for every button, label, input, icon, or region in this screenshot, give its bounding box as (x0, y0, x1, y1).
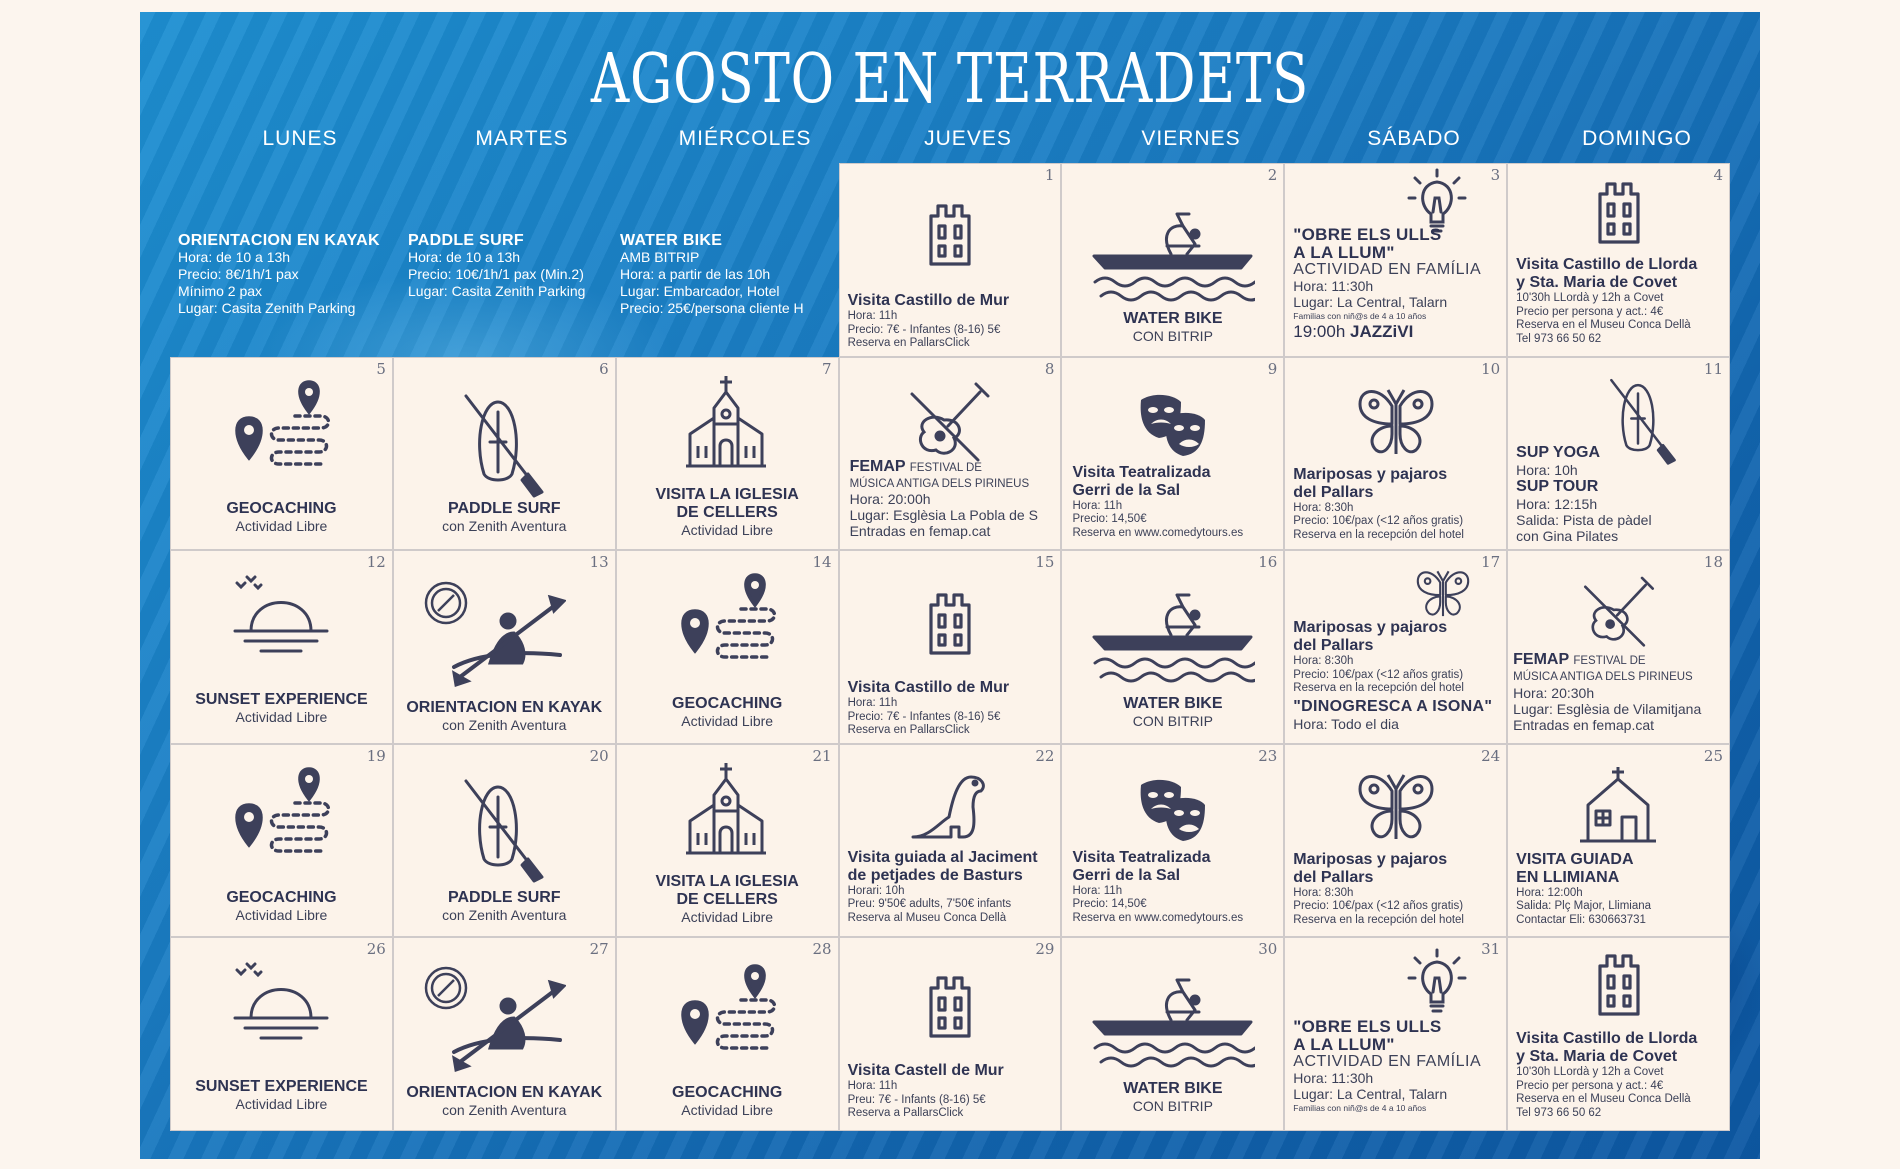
day-header-martes: MARTES (475, 127, 569, 150)
event-line: Reserva al Museu Conca Dellà (847, 911, 1007, 924)
event-line: Contactar Eli: 630663731 (1516, 913, 1646, 926)
event-title: Mariposas y pajaros (1293, 619, 1448, 637)
event-line: Hora: 8:30h (1293, 501, 1354, 514)
event-line: Hora: Todo el dia (1293, 715, 1399, 732)
event-title: PADDLE SURF (447, 888, 561, 906)
event-title: Visita Castell de Mur (847, 1062, 1004, 1080)
day-cell-24[interactable] (1284, 744, 1507, 938)
day-cell-15[interactable] (839, 550, 1062, 744)
event-info (617, 873, 838, 925)
event-title: DE CELLERS (676, 890, 778, 908)
event-title: "OBRE ELS ULLS (1293, 225, 1442, 244)
event-title: GEOCACHING (226, 888, 337, 906)
event-info (394, 1084, 615, 1118)
event-title (850, 458, 1057, 476)
sunset-icon (171, 573, 392, 657)
event-title: WATER BIKE (1123, 1080, 1223, 1098)
event-title: Gerri de la Sal (1072, 866, 1181, 884)
day-cell-21[interactable] (616, 744, 839, 938)
calendar-grid (170, 163, 1730, 1131)
intro-line: Hora: a partir de las 10h (620, 266, 771, 282)
day-cell-10[interactable] (1284, 357, 1507, 551)
chapel-icon (1578, 765, 1658, 845)
event-info (1516, 444, 1725, 544)
intro-title: PADDLE SURF (408, 232, 524, 249)
day-cell-29[interactable] (839, 937, 1062, 1131)
event-info (848, 849, 1057, 926)
day-cell-4[interactable] (1507, 163, 1730, 357)
event-info (1293, 619, 1502, 732)
event-title-bold: FEMAP (849, 457, 906, 475)
event-info (394, 500, 615, 534)
event-line: Hora: 11h (847, 1080, 898, 1093)
violin-icon (1508, 569, 1729, 649)
day-cell-7[interactable] (616, 357, 839, 551)
map-route-icon (171, 378, 392, 474)
event-sub: con Zenith Aventura (442, 906, 567, 923)
day-number: 10 (1481, 359, 1501, 378)
church-icon (617, 374, 838, 470)
intro-line: Lugar: Embarcador, Hotel (620, 283, 780, 299)
event-line: 10'30h LLordà y 12h a Covet (1516, 1066, 1664, 1079)
kayak-icon (450, 593, 566, 689)
church-icon (617, 761, 838, 857)
event-sub: Actividad Libre (235, 1096, 328, 1113)
day-number: 4 (1713, 166, 1724, 184)
event-line: Reserva en PallarsClick (847, 724, 970, 737)
intro-line: Precio: 25€/persona cliente H (620, 300, 804, 316)
day-header-jueves: JUEVES (924, 127, 1012, 150)
event-info (1293, 226, 1502, 342)
day-number: 28 (812, 940, 832, 959)
event-title: del Pallars (1293, 483, 1374, 501)
event-title: GEOCACHING (672, 695, 783, 713)
event-sub: Actividad Libre (681, 521, 774, 538)
event-sub: Actividad Libre (235, 709, 328, 726)
event-title: "OBRE ELS ULLS (1293, 1017, 1442, 1037)
week-row (170, 163, 1730, 357)
water-bike-icon (1062, 206, 1283, 302)
day-number: 21 (812, 746, 832, 765)
event-info (1062, 695, 1283, 729)
event-title: Mariposas y pajaros (1293, 465, 1448, 483)
day-cell-6[interactable] (393, 357, 616, 551)
event-title: de petjades de Basturs (847, 866, 1023, 884)
event-sub: CON BITRIP (1132, 1098, 1213, 1115)
week-row (170, 744, 1730, 938)
day-number: 14 (812, 553, 832, 572)
event-line: Horari: 10h (847, 884, 905, 897)
event-sub: con Zenith Aventura (442, 1102, 567, 1119)
event-title: Gerri de la Sal (1072, 481, 1181, 499)
intro-line: Lugar: Casita Zenith Parking (408, 283, 586, 299)
event-title: SUP TOUR (1516, 477, 1599, 495)
intro-line: Hora: de 10 a 13h (408, 249, 521, 265)
event-title-bold: FEMAP (1513, 651, 1569, 669)
intro-line: Mínimo 2 pax (178, 283, 263, 299)
event-info (848, 679, 1057, 738)
day-number: 9 (1267, 359, 1278, 378)
event-sub: Actividad Libre (681, 908, 774, 925)
event-line: Hora: 20:30h (1513, 684, 1595, 701)
event-sub: con Zenith Aventura (442, 717, 567, 734)
event-line: Reserva en la recepción del hotel (1293, 913, 1464, 926)
event-line: Hora: 11h (1072, 884, 1123, 897)
event-info (1293, 1018, 1502, 1114)
event-info (848, 292, 1057, 351)
event-sub: Actividad Libre (235, 906, 328, 923)
day-number: 1 (1044, 166, 1055, 184)
event-line: Reserva en www.comedytours.es (1072, 911, 1244, 924)
event-line: Precio: 10€/pax (<12 años gratis) (1293, 515, 1464, 528)
tower-icon (1508, 952, 1729, 1018)
event-title: SUP YOGA (1516, 443, 1601, 461)
event-title-small: FESTIVAL DE (1573, 655, 1646, 668)
event-info (1062, 310, 1283, 344)
sunset-icon (171, 960, 392, 1044)
day-cell-12[interactable] (170, 550, 393, 744)
event-line: Hora: 11h (847, 697, 898, 710)
event-title: A LA LLUM" (1293, 1035, 1395, 1055)
day-number: 29 (1035, 940, 1055, 959)
day-number: 23 (1258, 746, 1278, 765)
event-sub: Actividad Libre (681, 713, 774, 730)
event-sub: ACTIVIDAD EN FAMÍLIA (1293, 1053, 1482, 1071)
event-title: WATER BIKE (1123, 695, 1223, 713)
water-bike-icon (1062, 972, 1283, 1068)
tower-icon (1508, 180, 1729, 246)
day-cell-5[interactable] (170, 357, 393, 551)
event-title: GEOCACHING (672, 1084, 783, 1102)
event-line: Hora: 12:15h (1516, 495, 1598, 512)
intro-title: WATER BIKE (620, 232, 723, 249)
event-line: Precio: 14,50€ (1072, 898, 1147, 911)
event-line: Hora: 11:30h (1293, 1070, 1374, 1087)
event-info (394, 699, 615, 733)
event-title: A LA LLUM" (1293, 243, 1395, 262)
event-info (171, 1078, 392, 1112)
event-line: Tel 973 66 50 62 (1516, 1106, 1602, 1119)
event-title: VISITA GUIADA (1516, 850, 1634, 868)
event-info (1516, 851, 1725, 928)
week-row (170, 937, 1730, 1131)
day-number: 5 (376, 359, 386, 378)
intro-title: ORIENTACION EN KAYAK (178, 232, 380, 249)
day-cell-27[interactable] (393, 937, 616, 1131)
event-title: ORIENTACION EN KAYAK (406, 1084, 603, 1102)
event-info (848, 1062, 1057, 1121)
theater-masks-icon (1062, 390, 1283, 460)
event-line: Reserva en el Museu Conca Dellà (1516, 1093, 1691, 1106)
event-title: VISITA LA IGLESIA (655, 485, 799, 503)
event-line: Reserva en el Museu Conca Dellà (1516, 319, 1691, 331)
day-header-viernes: VIERNES (1141, 127, 1241, 150)
jazz-event (1293, 322, 1502, 342)
day-number: 15 (1035, 553, 1055, 572)
event-title: Visita Teatralizada (1072, 463, 1211, 481)
event-sub: con Zenith Aventura (442, 517, 567, 534)
day-cell-11[interactable] (1507, 357, 1730, 551)
tower-icon (840, 202, 1061, 268)
event-line: Reserva en www.comedytours.es (1072, 526, 1244, 539)
map-route-icon (171, 765, 392, 861)
event-sub: CON BITRIP (1132, 328, 1213, 344)
event-title: SUNSET EXPERIENCE (195, 691, 368, 709)
intro-line: AMB BITRIP (620, 249, 700, 265)
day-cell-14[interactable] (616, 550, 839, 744)
event-title: del Pallars (1293, 868, 1374, 886)
butterfly-icon (1415, 567, 1471, 619)
intro-line: Hora: de 10 a 13h (178, 249, 291, 265)
event-line: con Gina Pilates (1516, 527, 1619, 544)
event-line: Salida: Plç Major, Llimiana (1516, 900, 1652, 913)
day-number: 6 (599, 359, 609, 378)
event-line: Hora: 11h (847, 310, 898, 322)
day-number: 12 (366, 553, 386, 572)
event-sub: CON BITRIP (1132, 713, 1213, 730)
butterfly-icon (1285, 384, 1506, 458)
empty-cell (170, 163, 393, 357)
day-cell-17[interactable] (1284, 550, 1507, 744)
day-number: 19 (366, 746, 386, 765)
event-line: Precio: 7€ - Infantes (8-16) 5€ (847, 323, 1001, 336)
event-title: ORIENTACION EN KAYAK (406, 699, 603, 717)
day-number: 17 (1481, 553, 1501, 572)
event-title: EN LLIMIANA (1516, 868, 1620, 886)
event-line: Preu: 9'50€ adults, 7'50€ infants (847, 898, 1012, 911)
event-info (617, 695, 838, 729)
event-title: Visita Castillo de Llorda (1516, 256, 1698, 273)
event-line: Preu: 7€ - Infants (8-16) 5€ (847, 1093, 986, 1106)
day-number: 24 (1481, 746, 1501, 765)
day-number: 2 (1267, 166, 1278, 184)
day-number: 27 (589, 940, 609, 959)
event-title: Mariposas y pajaros (1293, 850, 1448, 868)
event-title: Visita Castillo de Llorda (1516, 1030, 1698, 1048)
day-number: 8 (1044, 359, 1055, 378)
event-info (850, 458, 1057, 540)
event-sub: Actividad Libre (681, 1102, 774, 1119)
event-line: Hora: 8:30h (1293, 886, 1354, 899)
event-info (171, 889, 392, 923)
week-row (170, 550, 1730, 744)
event-sub: ACTIVIDAD EN FAMÍLIA (1293, 261, 1482, 278)
day-number: 16 (1258, 553, 1278, 572)
event-line: Precio: 7€ - Infantes (8-16) 5€ (847, 710, 1001, 723)
event-line: Familias con niñ@s de 4 a 10 años (1293, 1103, 1427, 1114)
day-cell-22[interactable] (839, 744, 1062, 938)
day-cell-sunday-covet[interactable] (1507, 937, 1730, 1131)
paddle-board-icon (394, 777, 615, 883)
empty-cell (616, 163, 839, 357)
event-line: Hora: 11:30h (1293, 278, 1374, 294)
intro-line: Precio: 8€/1h/1 pax (178, 266, 299, 282)
event-info (1062, 1080, 1283, 1114)
event-info (1072, 464, 1279, 541)
event-title: Visita Castillo de Mur (847, 679, 1010, 697)
day-cell-25[interactable] (1507, 744, 1730, 938)
poster (140, 12, 1760, 1159)
event-line: MÚSICA ANTIGA DELS PIRINEUS (849, 477, 1030, 490)
empty-cell (393, 163, 616, 357)
kayak-icon (450, 978, 566, 1074)
day-number: 3 (1490, 166, 1501, 184)
event-line: Precio: 14,50€ (1072, 513, 1147, 526)
event-info (617, 1084, 838, 1118)
event-line: Entradas en femap.cat (849, 523, 991, 540)
theater-masks-icon (1062, 775, 1283, 845)
jazz-time: 19:00h (1293, 322, 1346, 341)
event-info (171, 691, 392, 725)
event-title: y Sta. Maria de Covet (1516, 274, 1678, 291)
page-title: AGOSTO EN TERRADETS (590, 40, 1310, 119)
event-info (394, 889, 615, 923)
event-line: Precio: 10€/pax (<12 años gratis) (1293, 900, 1464, 913)
event-line: Reserva en la recepción del hotel (1293, 682, 1464, 695)
event-line: Familias con niñ@s de 4 a 10 años (1293, 311, 1427, 321)
dinosaur-icon (840, 767, 1061, 843)
event-line: Lugar: La Central, Talarn (1293, 1086, 1448, 1103)
day-header-domingo: DOMINGO (1582, 127, 1692, 150)
day-cell-30[interactable] (1061, 937, 1284, 1131)
event-title: "DINOGRESCA A ISONA" (1293, 697, 1493, 715)
day-cell-1[interactable] (839, 163, 1062, 357)
lightbulb-icon (1405, 948, 1469, 1018)
day-number: 11 (1703, 359, 1724, 378)
day-cell-2[interactable] (1061, 163, 1284, 357)
event-line: Reserva a PallarsClick (847, 1107, 964, 1120)
day-cell-3[interactable] (1284, 163, 1507, 357)
day-cell-9[interactable] (1061, 357, 1284, 551)
event-title: SUNSET EXPERIENCE (195, 1078, 368, 1096)
event-line: Lugar: Esglèsia de Vilamitjana (1513, 700, 1702, 717)
day-cell-26[interactable] (170, 937, 393, 1131)
event-title: Visita Castillo de Mur (847, 292, 1010, 309)
event-line: Hora: 11h (1072, 499, 1123, 512)
event-line: Reserva en PallarsClick (847, 337, 970, 349)
event-line: Lugar: La Central, Talarn (1293, 294, 1448, 310)
butterfly-icon (1285, 769, 1506, 843)
event-line: Precio per persona y act.: 4€ (1516, 305, 1664, 318)
tower-icon (840, 591, 1061, 657)
event-line: Hora: 10h (1516, 461, 1578, 478)
event-line: Tel 973 66 50 62 (1516, 332, 1602, 345)
event-title: PADDLE SURF (447, 499, 561, 517)
event-title: Visita Teatralizada (1072, 848, 1211, 866)
day-cell-16[interactable] (1061, 550, 1284, 744)
day-number: 26 (366, 940, 386, 959)
event-title: GEOCACHING (226, 499, 337, 517)
event-title: WATER BIKE (1123, 310, 1223, 327)
event-line: Entradas en femap.cat (1513, 716, 1655, 733)
day-cell-8[interactable] (839, 357, 1062, 551)
day-number: 7 (822, 359, 832, 378)
event-line: Precio: 10€/pax (<12 años gratis) (1293, 668, 1464, 681)
violin-icon (840, 374, 1061, 464)
event-line: Hora: 8:30h (1293, 655, 1354, 668)
day-number: 13 (589, 553, 609, 572)
day-cell-23[interactable] (1061, 744, 1284, 938)
day-number: 18 (1703, 553, 1724, 572)
event-line: MÚSICA ANTIGA DELS PIRINEUS (1513, 671, 1693, 684)
event-title (1513, 651, 1725, 669)
day-cell-28[interactable] (616, 937, 839, 1131)
paddle-board-icon (394, 392, 615, 498)
event-title: y Sta. Maria de Covet (1516, 1048, 1678, 1066)
day-header-sabado: SÁBADO (1367, 127, 1461, 150)
event-info (1516, 256, 1725, 346)
event-info (171, 500, 392, 534)
day-number: 31 (1481, 940, 1501, 959)
day-number: 22 (1035, 746, 1055, 765)
jazz-name: JAZZiVI (1350, 322, 1414, 341)
week-row (170, 357, 1730, 551)
event-info (1516, 1030, 1725, 1120)
map-route-icon (617, 571, 838, 667)
event-info (1293, 466, 1502, 543)
day-cell-20[interactable] (393, 744, 616, 938)
event-line: Hora: 20:00h (849, 491, 931, 508)
day-number: 25 (1703, 746, 1724, 765)
intro-line: Lugar: Casita Zenith Parking (178, 300, 356, 316)
event-sub: Actividad Libre (235, 517, 328, 534)
event-title: VISITA LA IGLESIA (655, 872, 799, 890)
water-bike-icon (1062, 587, 1283, 683)
intro-line: Precio: 10€/1h/1 pax (Min.2) (408, 266, 584, 282)
event-line: Reserva en la recepción del hotel (1293, 528, 1464, 541)
tower-icon (840, 974, 1061, 1040)
map-route-icon (617, 962, 838, 1058)
event-title: DE CELLERS (676, 503, 778, 521)
event-line: 10'30h LLordà y 12h a Covet (1516, 292, 1664, 304)
day-cell-19[interactable] (170, 744, 393, 938)
event-title: Visita guiada al Jaciment (847, 848, 1038, 866)
day-cell-13[interactable] (393, 550, 616, 744)
day-header-miercoles: MIÉRCOLES (678, 127, 812, 150)
event-line: Lugar: Esglèsia La Pobla de S (849, 507, 1038, 524)
event-info (1072, 849, 1279, 926)
event-line: Precio per persona y act.: 4€ (1516, 1079, 1664, 1092)
day-number: 20 (589, 746, 609, 765)
day-cell-18[interactable] (1507, 550, 1730, 744)
day-number: 30 (1258, 940, 1278, 959)
event-title-small: FESTIVAL DE (909, 461, 982, 474)
event-line: Salida: Pista de pàdel (1516, 511, 1652, 528)
event-info (1513, 651, 1725, 733)
event-info (617, 486, 838, 538)
day-header-lunes: LUNES (262, 127, 338, 150)
event-title: del Pallars (1293, 637, 1374, 655)
event-info (1293, 851, 1502, 928)
event-line: Hora: 12:00h (1516, 886, 1583, 899)
day-cell-31[interactable] (1284, 937, 1507, 1131)
